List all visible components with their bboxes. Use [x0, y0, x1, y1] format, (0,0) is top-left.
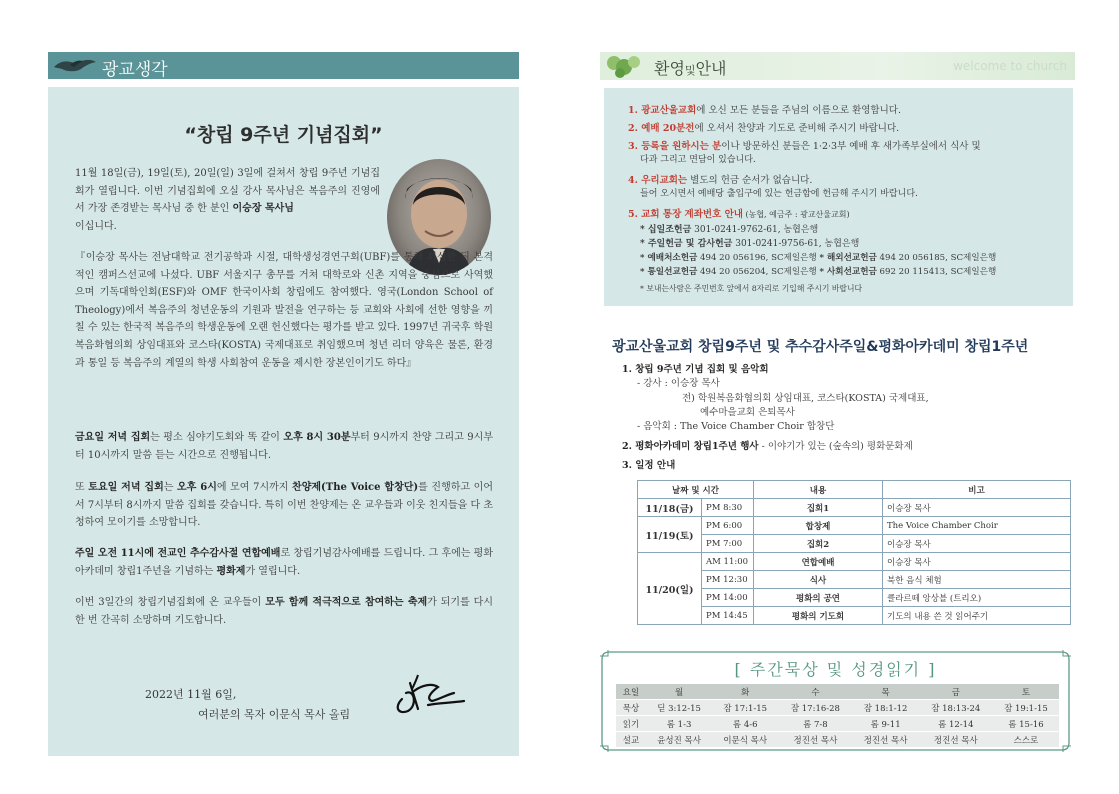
closing-paragraph: [75, 594, 493, 629]
account-4: [640, 266, 996, 279]
weekly-day: 토: [993, 684, 1059, 700]
program-item-1-title: 1. 창립 9주년 기념 집회 및 음악회: [622, 364, 769, 375]
program-item-3: [622, 459, 675, 473]
notice-3: [628, 140, 981, 153]
weekly-cell: 롬 9-11: [853, 716, 919, 732]
program-concert: - 음악회 : The Voice Chamber Choir 합창단: [637, 421, 835, 432]
table-row: [638, 517, 1071, 535]
weekly-title: [ 주간묵상 및 성경읽기 ]: [734, 660, 937, 679]
account-3-label: * 예배처소헌금: [640, 253, 698, 263]
account-3-number: 494 20 056196, SC제일은행: [697, 253, 820, 263]
notice-4-cont: 들어 오시면서 예배당 출입구에 있는 헌금함에 헌금해 주시기 바랍니다.: [640, 189, 918, 199]
sat-t3: 에 모여 7시까지: [216, 482, 293, 493]
leaf-icon: [604, 53, 644, 79]
intro-text: 11월 18일(금), 19일(토), 20일(일) 3일에 걸쳐서 창립 9주년 기념집회가 열립니다. 이번 기념집회에 오실 강사 목사님은 복음주의 진영에서 가장 존경받는 목사님 중 한 분인: [75, 168, 380, 215]
program-speaker-bio-1: 전) 학원복음화협의회 상임대표, 코스타(KOSTA) 국제대표,: [682, 393, 929, 404]
notice-panel: [604, 88, 1073, 306]
bio-paragraph: 『이승장 목사는 전남대학교 전기공학과 시절, 대학생성경연구회(UBF)를 통해 회심한 뒤 본격적인 캠퍼스선교에 나섰다. UBF 서울지구 총무를 거쳐 대학로와 신촌 지역을 중심으로 사역했으며 기독대학인회(ESF)와 OMF 한국이사회 창립에도 참여했다. 영국(London School of Theology)에서 복음주의 청년운동의 기원과 발전을 연구하는 등 교회와 사회에 선한 영향을 끼칠 수 있는 한국적 복음주의 학생운동에 오랜 헌신했다는 평가를 받고 있다. 1997년 귀국후 학원복음화협의회 상임대표와 코스타(KOSTA) 국제대표로 취임했으며 청년 리더 양육은 물론, 환경과 통일 등 복음주의 계열의 학생 사회참여 운동을 제시한 장본인이기도 하다』: [75, 252, 493, 369]
close-t2: 가 되기를 다시 한 번 간곡히 소망하며 기도합니다.: [75, 597, 493, 626]
table-row: [638, 589, 1071, 607]
friday-time: 오후 8시 30분: [283, 432, 351, 443]
table-row: [616, 732, 1059, 748]
weekly-row-label: 설교: [616, 732, 646, 748]
account-2: [640, 238, 859, 251]
notice-1-text: 에 오신 모든 분들을 주님의 이름으로 환영합니다.: [696, 105, 901, 116]
account-1-label: * 십일조헌금: [640, 225, 692, 235]
schedule-note: 북한 음식 체험: [883, 571, 1071, 589]
saturday-paragraph: [75, 479, 493, 532]
table-row: [616, 716, 1059, 732]
schedule-table: [637, 480, 1071, 625]
schedule-date: 11/18(금): [638, 499, 702, 517]
schedule-time: PM 7:00: [702, 535, 754, 553]
title-part-c: 안내: [695, 59, 727, 78]
schedule-header: 비고: [883, 481, 1071, 499]
schedule-note: 클라르떼 앙상블 (트리오): [883, 589, 1071, 607]
schedule-time: AM 11:00: [702, 553, 754, 571]
schedule-note: 이승장 목사: [883, 499, 1071, 517]
right-header: [600, 52, 1075, 80]
close-t1: 이번 3일간의 창립기념집회에 온 교우들이: [75, 597, 266, 608]
schedule-header: 내용: [754, 481, 883, 499]
account-5-number: 494 20 056204, SC제일은행: [697, 267, 820, 277]
weekly-cell: 잠 19:1-15: [993, 700, 1059, 716]
weekly-day: 수: [778, 684, 852, 700]
title-part-b: 및: [684, 64, 696, 77]
weekly-cell: 롬 15-16: [993, 716, 1059, 732]
account-4-label: * 해외선교헌금: [819, 253, 877, 263]
weekly-row-label: 묵상: [616, 700, 646, 716]
weekly-day: 월: [646, 684, 712, 700]
notice-3-text: 이나 방문하신 분들은 1·2·3부 예배 후 새가족부실에서 식사 및: [721, 141, 981, 152]
notice-5-key: 5. 교회 통장 계좌번호 안내: [628, 209, 743, 220]
notice-4-text: 별도의 헌금 순서가 없습니다.: [687, 175, 813, 186]
sat-t1: 또: [75, 482, 89, 493]
weekly-cell: 롬 4-6: [712, 716, 778, 732]
account-note: * 보내는사람은 주민번호 앞에서 8자리로 기입해 주시기 바랍니다: [640, 284, 863, 293]
table-row: [638, 571, 1071, 589]
sun-t2: 가 열립니다.: [245, 565, 301, 577]
weekly-day: 목: [853, 684, 919, 700]
schedule-event: 집회2: [754, 535, 883, 553]
schedule-event: 식사: [754, 571, 883, 589]
schedule-event: 합창제: [754, 517, 883, 535]
weekly-cell: 잠 18:13-24: [919, 700, 993, 716]
saturday-time: 오후 6시: [177, 482, 217, 493]
account-5-label: * 통일선교헌금: [640, 267, 698, 277]
weekly-cell: 잠 18:1-12: [853, 700, 919, 716]
letter-date: 2022년 11월 6일,: [145, 688, 237, 701]
signature-image: [388, 669, 468, 717]
schedule-time: PM 14:45: [702, 607, 754, 625]
account-1: [640, 224, 818, 237]
notice-1-key: 1. 광교산울교회: [628, 105, 697, 116]
program-item-2: [622, 440, 913, 454]
title-part-a: 환영: [654, 59, 685, 78]
program-speaker: - 강사 : 이승장 목사: [637, 378, 720, 389]
weekly-cell: 정진선 목사: [919, 732, 993, 748]
weekly-cell: 롬 7-8: [778, 716, 852, 732]
notice-4: [628, 174, 812, 187]
sat-t2: 는: [163, 482, 178, 493]
weekly-cell: 윤성진 목사: [646, 732, 712, 748]
table-row: [638, 553, 1071, 571]
program-item-2-desc: - 이야기가 있는 (숲속의) 평화문화제: [758, 441, 913, 452]
pastor-letter-panel: [48, 87, 519, 756]
weekly-cell: 롬 12-14: [919, 716, 993, 732]
account-6-number: 692 20 115413, SC제일은행: [876, 267, 997, 277]
weekly-reading-box: [598, 648, 1073, 754]
left-header-title: 광교생각: [102, 60, 168, 80]
schedule-note: The Voice Chamber Choir: [883, 517, 1071, 535]
schedule-header-row: [638, 481, 1071, 499]
schedule-time: PM 6:00: [702, 517, 754, 535]
schedule-date: 11/19(토): [638, 517, 702, 553]
bird-icon: [52, 55, 98, 76]
account-2-label: * 주일헌금 및 감사헌금: [640, 239, 733, 249]
weekly-cell: 잠 17:1-15: [712, 700, 778, 716]
notice-2: [628, 122, 899, 135]
weekly-table: [616, 684, 1059, 747]
account-4-number: 494 20 056185, SC제일은행: [876, 253, 997, 263]
schedule-time: PM 8:30: [702, 499, 754, 517]
table-row: [638, 499, 1071, 517]
schedule-note: 이승장 목사: [883, 553, 1071, 571]
sunday-label: 주일 오전 11시에 전교인 추수감사절 연합예배: [75, 548, 281, 559]
notice-4-key: 4. 우리교회는: [628, 175, 688, 186]
friday-text-end: 부터 9시까지 찬양 그리고 9시부터 10시까지 말씀 듣는 시간으로 진행됩니다.: [75, 432, 493, 461]
notice-5: [628, 208, 850, 221]
notice-1: [628, 104, 901, 117]
close-emphasis: 모두 함께 적극적으로 참여하는 축제: [265, 597, 428, 608]
schedule-event: 집회1: [754, 499, 883, 517]
account-3: [640, 252, 996, 265]
speaker-name: 이승장 목사님: [232, 203, 294, 215]
peace-festival: 평화제: [216, 565, 246, 577]
weekly-cell: 이문식 목사: [712, 732, 778, 748]
schedule-event: 연합예배: [754, 553, 883, 571]
table-row: [638, 607, 1071, 625]
friday-text: 는 평소 심야기도회와 똑 같이: [150, 432, 284, 443]
program-item-3-title: 3. 일정 안내: [622, 460, 676, 471]
program-speaker-bio-2: 예수마을교회 은퇴목사: [700, 407, 795, 418]
weekly-row-label: 읽기: [616, 716, 646, 732]
welcome-subtitle: welcome to church: [953, 59, 1067, 73]
account-2-number: 301-0241-9756-61, 농협은행: [732, 239, 860, 249]
friday-paragraph: [75, 429, 493, 464]
table-row: [616, 700, 1059, 716]
account-6-label: * 사회선교헌금: [819, 267, 877, 277]
schedule-date: 11/20(일): [638, 553, 702, 625]
schedule-time: PM 14:00: [702, 589, 754, 607]
program-item-2-title: 2. 평화아카데미 창립1주년 행사: [622, 441, 759, 452]
letter-signature-line: 여러분의 목자 이문식 목사 올림: [198, 708, 351, 721]
schedule-time: PM 12:30: [702, 571, 754, 589]
sat-t4: 를 진행하고 이어서 7시부터 8시까지 말씀 집회를 갖습니다. 특히 이번 찬양제는 온 교우들과 이웃 친지들을 다 초청하여 모이기를 소망합니다.: [75, 482, 493, 529]
schedule-event: 평화의 공연: [754, 589, 883, 607]
right-header-title: [654, 56, 726, 79]
notice-3-cont: 다과 그리고 면담이 있습니다.: [640, 155, 756, 165]
schedule-event: 평화의 기도회: [754, 607, 883, 625]
anniversary-title: 광교산울교회 창립9주년 및 추수감사주일&평화아카데미 창립1주년: [612, 339, 1029, 355]
weekly-cell: 정진선 목사: [778, 732, 852, 748]
notice-3-key: 3. 등록을 원하시는 분: [628, 141, 722, 152]
friday-label: 금요일 저녁 집회: [75, 432, 151, 443]
program-item-1: [622, 363, 769, 377]
weekly-day: 금: [919, 684, 993, 700]
weekly-cell: 롬 1-3: [646, 716, 712, 732]
account-1-number: 301-0241-9762-61, 농협은행: [691, 225, 819, 235]
notice-2-key: 2. 예배 20분전: [628, 123, 695, 134]
schedule-header: 날짜 및 시간: [638, 481, 754, 499]
notice-2-text: 에 오셔서 찬양과 기도로 준비해 주시기 바랍니다.: [694, 123, 900, 134]
sun-t1: 로 창립기념감사예배를 드립니다. 그 후에는 평화아카데미 창립1주년을 기념하는: [75, 548, 493, 577]
intro-text-end: 이십니다.: [75, 220, 117, 232]
table-row: [638, 535, 1071, 553]
left-header: [48, 52, 519, 79]
weekly-row-label: 요일: [616, 684, 646, 700]
intro-paragraph: [75, 165, 380, 235]
schedule-note: 기도의 내용 쓴 것 읽어주기: [883, 607, 1071, 625]
weekly-cell: 잠 17:16-28: [778, 700, 852, 716]
weekly-days-row: [616, 684, 1059, 700]
weekly-cell: 딛 3:12-15: [646, 700, 712, 716]
choir-festival: 찬양제(The Voice 합창단): [292, 482, 419, 493]
weekly-cell: 정진선 목사: [853, 732, 919, 748]
schedule-note: 이승장 목사: [883, 535, 1071, 553]
saturday-label: 토요일 저녁 집회: [88, 482, 164, 493]
letter-title: “창립 9주년 기념집회”: [184, 124, 383, 146]
sunday-paragraph: [75, 545, 493, 580]
notice-5-text: (농협, 예금주 : 광교산울교회): [742, 210, 850, 219]
weekly-cell: 스스로: [993, 732, 1059, 748]
weekly-day: 화: [712, 684, 778, 700]
